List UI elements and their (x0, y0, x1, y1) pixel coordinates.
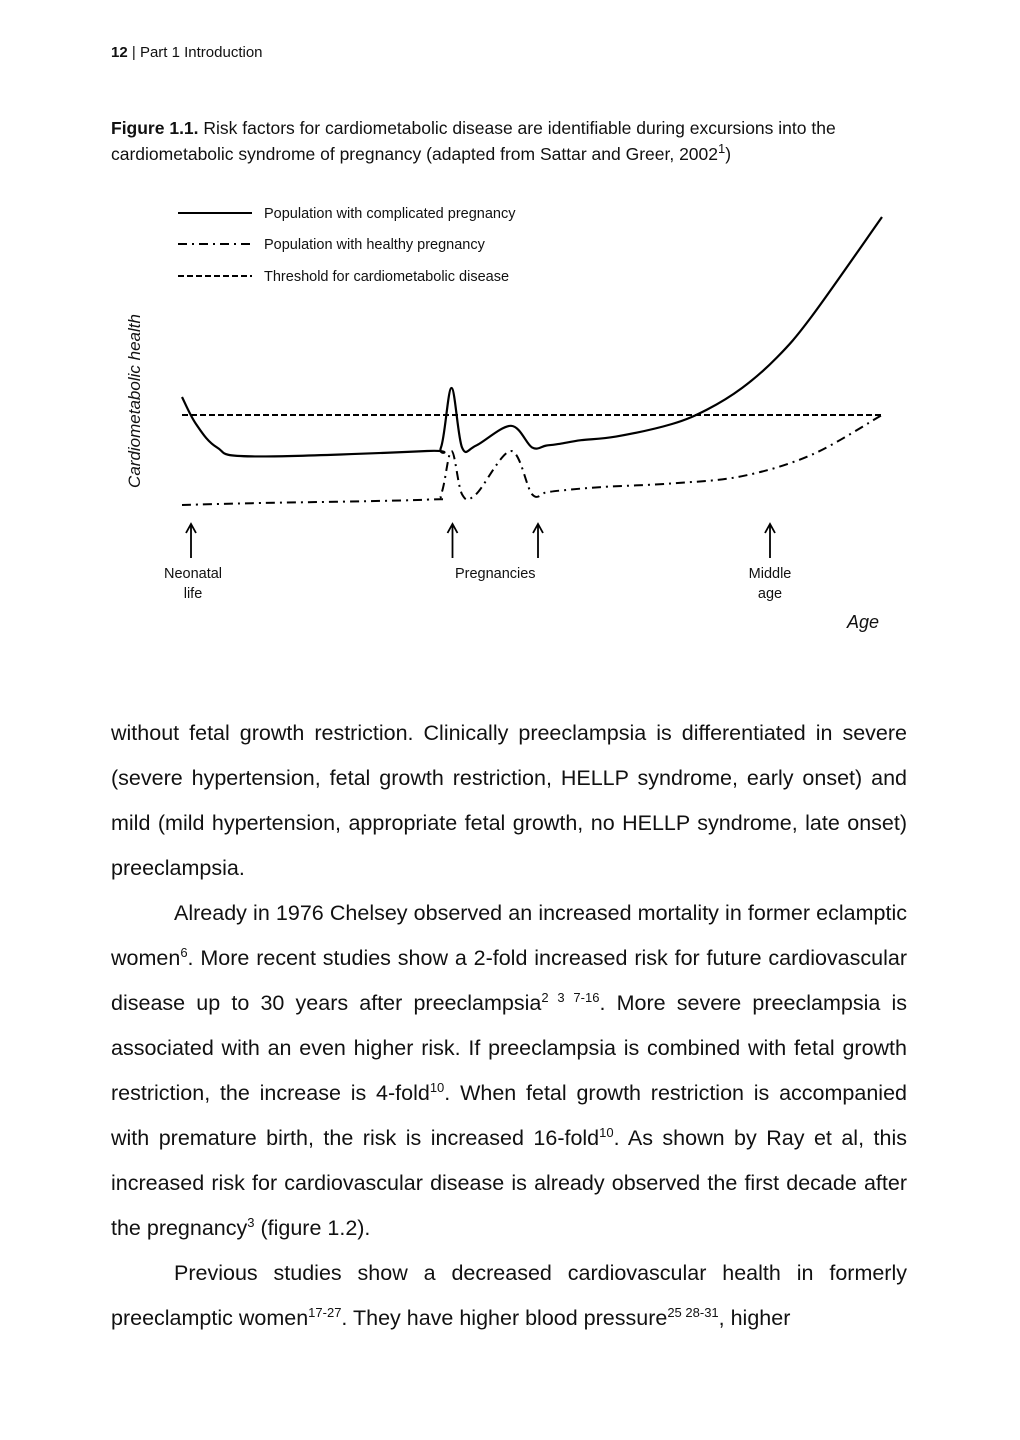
citation-ref: 25 28-31 (667, 1304, 719, 1320)
citation-ref: 17-27 (308, 1304, 342, 1320)
caption-end: ) (725, 144, 732, 164)
header-separator: | (131, 44, 136, 61)
x-axis-label: Age (846, 612, 879, 632)
annotation-label: Neonatal (163, 566, 223, 582)
annotation-label: life (183, 586, 203, 602)
figure-label: Figure 1.1. (111, 118, 199, 138)
legend-label: Threshold for cardiometabolic disease (264, 269, 510, 285)
y-axis-label: Cardiometabolic health (125, 314, 144, 488)
paragraph-text: (figure 1.2). (254, 1216, 371, 1240)
section-title: Part 1 Introduction (139, 44, 263, 61)
annotation-label: Middle (748, 566, 792, 582)
page-number: 12 (111, 44, 128, 61)
annotation-label: Pregnancies (454, 566, 536, 582)
paragraph-text: . More recent studies show a 2-fold increased risk for future cardiovascular disease up to 30 years after preeclampsia (111, 946, 907, 1015)
citation-ref: 10 (429, 1079, 445, 1095)
citation-ref: 3 (247, 1214, 255, 1230)
paragraph-text: . They have higher blood pressure (341, 1306, 668, 1330)
citation-ref: 6 (180, 944, 188, 960)
caption-ref: 1 (718, 141, 726, 157)
paragraph (111, 1251, 907, 1341)
paragraph-text: Already in 1976 Chelsey observed an increased mortality in former eclamptic women (111, 901, 907, 970)
legend-label: Population with healthy pregnancy (264, 237, 485, 253)
legend-label: Population with complicated pregnancy (264, 206, 516, 222)
caption-text: Risk factors for cardiometabolic disease are identifiable during excursions into the cardiometabolic syndrome of pregnancy (adapted from Sattar and Greer, 2002 (111, 118, 836, 164)
paragraph-text: . As shown by Ray et al, this increased risk for cardiovascular disease is already observed the first decade after the pregnancy (111, 1126, 907, 1240)
paragraph-text: , higher (718, 1306, 791, 1330)
paragraph-text: Previous studies show a decreased cardiovascular health in formerly preeclamptic women (111, 1261, 907, 1330)
paragraph-text: . When fetal growth restriction is accompanied with premature birth, the risk is increased 16-fold (111, 1081, 907, 1150)
citation-ref: 10 (599, 1124, 614, 1140)
paragraph-text: . More severe preeclampsia is associated with an even higher risk. If preeclampsia is combined with fetal growth restriction, the increase is 4-fold (111, 991, 907, 1105)
paragraph (111, 891, 907, 1251)
body-text (111, 711, 907, 1341)
paragraph-text: without fetal growth restriction. Clinically preeclampsia is differentiated in severe (severe hypertension, fetal growth restriction, HELLP syndrome, early onset) and mild (mild hypertension, appropriate fetal growth, no HELLP syndrome, late onset) preeclampsia. (111, 721, 907, 880)
paragraph (111, 711, 907, 891)
citation-ref: 2 3 7-16 (541, 989, 600, 1005)
healthy-pregnancy-line (182, 415, 882, 505)
figure-chart (0, 0, 1020, 700)
annotation-label: age (757, 586, 783, 602)
